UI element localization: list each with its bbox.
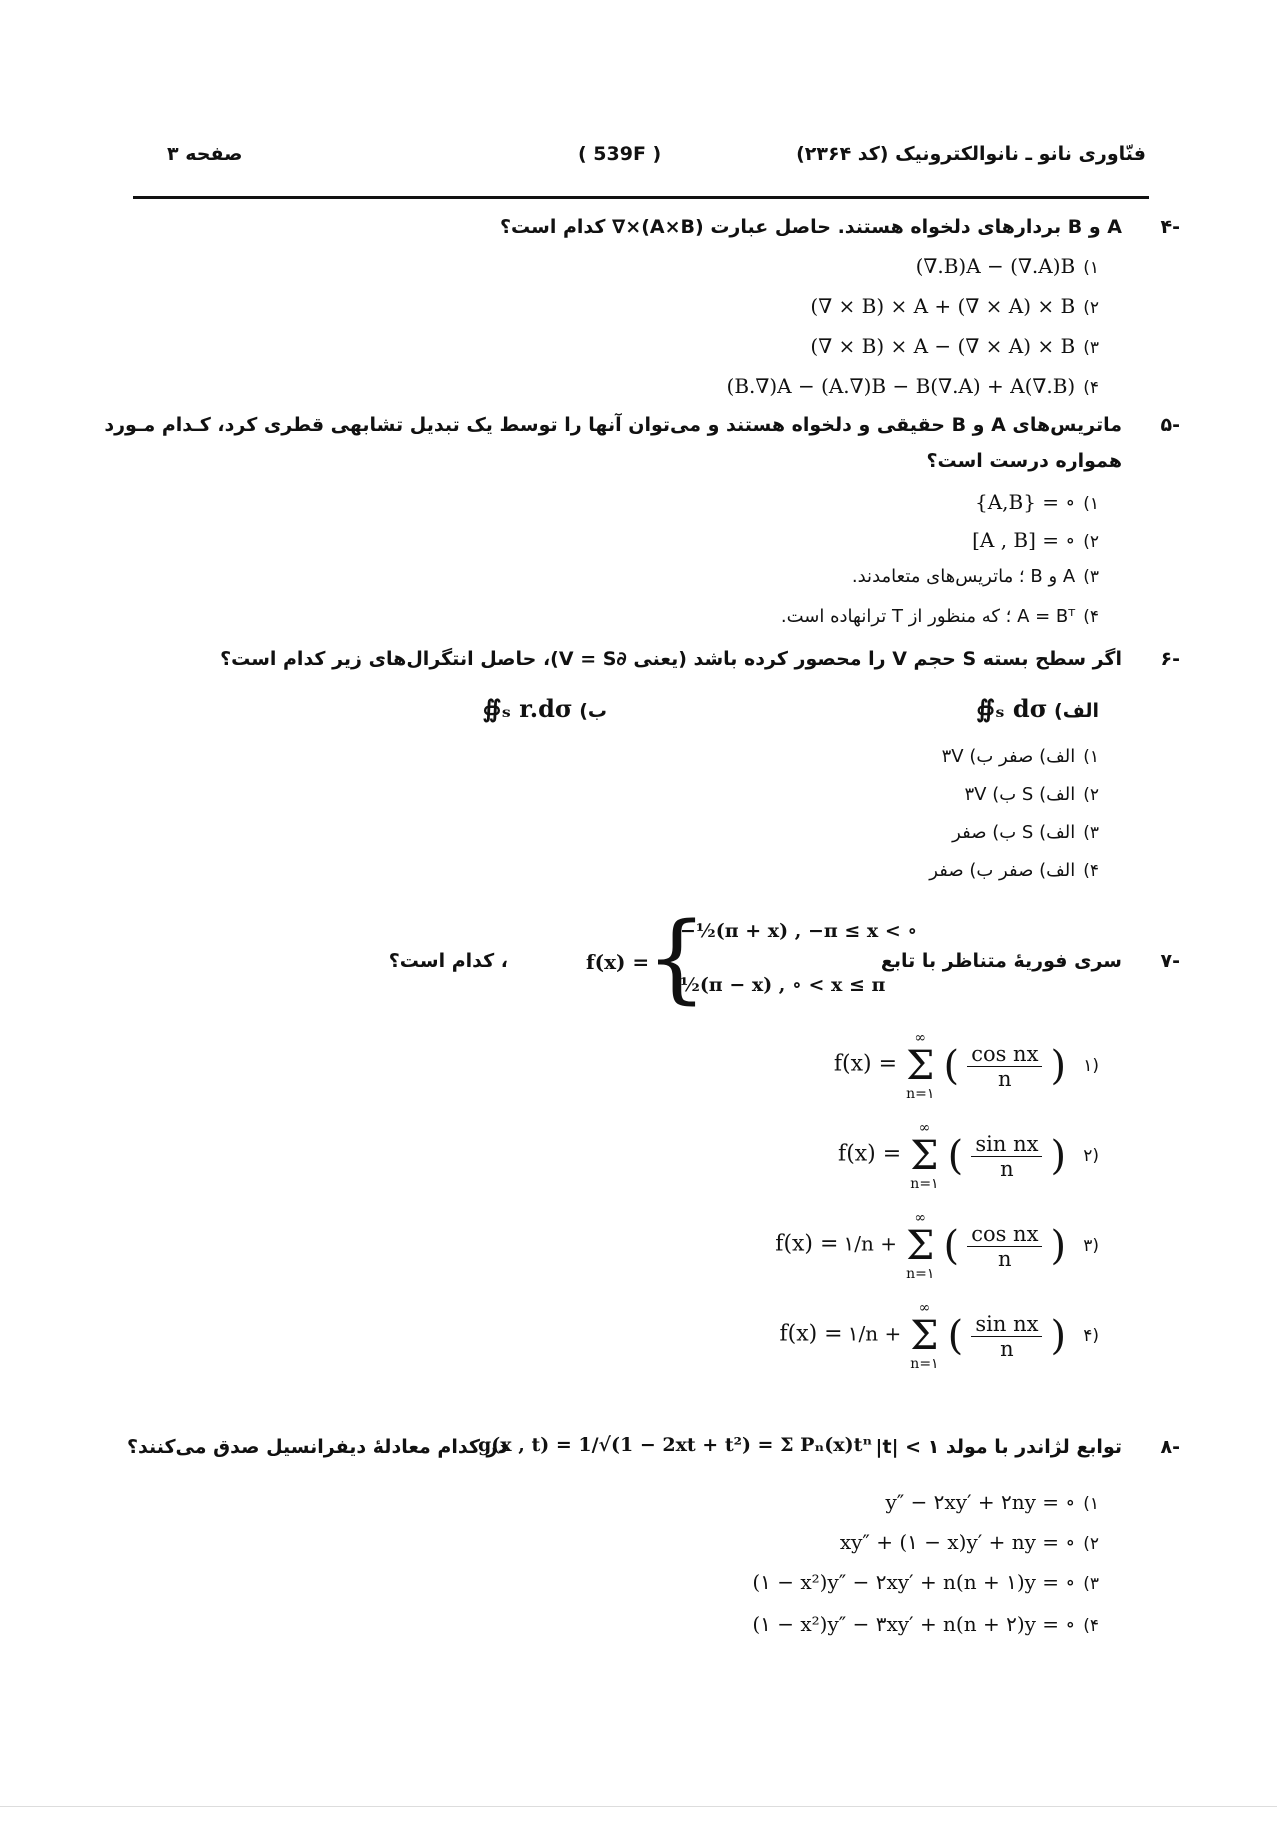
option-value: [A , B] = ∘ <box>972 528 1076 552</box>
option-value: y″ − ۲xy′ + ۲ny = ∘ <box>885 1490 1076 1514</box>
question-4-number: -۴ <box>1160 216 1180 238</box>
question-5-text-line2: همواره درست است؟ <box>926 450 1122 472</box>
part-a-label: الف) <box>1054 700 1099 722</box>
question-8-formula: g(x , t) = 1/√(1 − 2xt + t²) = Σ Pₙ(x)tⁿ <box>478 1434 873 1456</box>
option-lhs: f(x) = <box>838 1141 902 1167</box>
option-number: ۱) <box>1083 1055 1099 1076</box>
sum-block <box>906 1030 934 1102</box>
part-a-integral: ∯ₛ dσ <box>976 694 1048 723</box>
question-5-option-3 <box>852 566 1099 587</box>
option-number: ۲) <box>1083 1534 1099 1554</box>
option-lhs: f(x) = <box>833 1051 898 1077</box>
piecewise-case-1: −½(π + x) , −π ≤ x < ∘ <box>680 920 918 942</box>
question-5-option-4 <box>781 606 1099 627</box>
piecewise-case-2: ½(π − x) , ∘ < x ≤ π <box>680 974 886 996</box>
question-6-part-a <box>976 694 1099 723</box>
sum-block <box>910 1120 938 1192</box>
option-number: ۴) <box>1083 607 1099 627</box>
question-5-text-line1: ماتریس‌های A و B حقیقی و دلخواه هستند و می‌توان آنها را توسط یک تبدیل تشابهی قطری کرد، کـدام مـورد <box>104 414 1122 436</box>
sum-block <box>910 1300 938 1372</box>
question-8-text-a: توابع لژاندر با مولد ۱ > |t| <box>875 1436 1122 1458</box>
option-value: {A,B} = ∘ <box>974 490 1076 514</box>
fraction <box>971 1312 1042 1361</box>
question-8-option-2 <box>840 1530 1099 1554</box>
paren-left-icon: ( <box>943 1043 960 1089</box>
option-value: الف) صفر ب) صفر <box>929 860 1076 881</box>
denominator: n <box>998 1066 1012 1091</box>
paren-left-icon: ( <box>947 1133 964 1179</box>
question-6-option-4 <box>929 860 1099 881</box>
denominator: n <box>1000 1336 1014 1361</box>
option-value: الف) صفر ب) ۳V <box>941 746 1076 767</box>
option-number: ۱) <box>1083 1494 1099 1514</box>
option-number: ۱) <box>1083 494 1099 514</box>
question-4-option-4 <box>727 374 1099 398</box>
part-b-integral: ∯ₛ r.dσ <box>482 694 573 723</box>
sum-icon: Σ <box>910 1313 939 1359</box>
sum-upper: ∞ <box>914 1210 927 1226</box>
fraction <box>967 1042 1042 1091</box>
option-value: (∇.B)A − (∇.A)B <box>915 254 1076 278</box>
question-4-text: A و B بردارهای دلخواه هستند. حاصل عبارت (A×B)×∇ کدام است؟ <box>500 216 1122 238</box>
sum-lower: n=۱ <box>906 1266 935 1282</box>
option-number: ۴) <box>1083 1325 1099 1346</box>
question-8-option-4 <box>752 1612 1099 1636</box>
option-number: ۳) <box>1083 823 1099 843</box>
numerator: cos nx <box>967 1042 1042 1067</box>
sum-lower: n=۱ <box>906 1086 935 1102</box>
option-lhs: f(x) = <box>775 1231 839 1257</box>
option-value: xy″ + (۱ − x)y′ + ny = ∘ <box>839 1530 1076 1554</box>
piecewise-lhs: f(x) = <box>586 950 650 974</box>
question-6-option-3 <box>952 822 1099 843</box>
paren-right-icon: ) <box>1050 1313 1067 1359</box>
question-6-number: -۶ <box>1160 648 1180 670</box>
part-b-label: ب) <box>579 700 607 722</box>
option-number: ۲) <box>1083 532 1099 552</box>
option-value: (۱ − x²)y″ − ۳xy′ + n(n + ۲)y = ∘ <box>752 1612 1076 1636</box>
page-bottom-divider <box>0 1806 1277 1807</box>
option-value: الف) S ب) صفر <box>952 822 1076 843</box>
sum-icon: Σ <box>906 1223 935 1269</box>
question-7-text-a: سری فوریهٔ متناظر با تابع <box>880 950 1122 972</box>
option-number: ۱) <box>1083 747 1099 767</box>
header-rule <box>133 196 1149 199</box>
option-value: A و B ؛ ماتریس‌های متعامدند. <box>851 566 1076 587</box>
question-5-number: -۵ <box>1160 414 1180 436</box>
question-8-option-3 <box>752 1570 1099 1594</box>
paren-right-icon: ) <box>1050 1043 1067 1089</box>
option-number: ۲) <box>1083 1145 1099 1166</box>
option-value: (۱ − x²)y″ − ۲xy′ + n(n + ۱)y = ∘ <box>752 1570 1076 1594</box>
option-value: الف) S ب) ۳V <box>964 784 1076 805</box>
numerator: sin nx <box>971 1312 1042 1337</box>
brace-icon: { <box>646 902 708 1014</box>
question-7-option-2 <box>838 1120 1099 1192</box>
question-7-option-3 <box>775 1210 1099 1282</box>
question-7-option-4 <box>779 1300 1099 1372</box>
sum-upper: ∞ <box>918 1300 931 1316</box>
option-value: A = Bᵀ ؛ که منظور از T ترانهاده است. <box>780 606 1076 627</box>
header-title: فنّاوری نانو ـ نانوالکترونیک (کد ۲۳۶۴) <box>796 143 1146 165</box>
option-number: ۱) <box>1083 258 1099 278</box>
sum-icon: Σ <box>910 1133 939 1179</box>
option-number: ۲) <box>1083 785 1099 805</box>
question-6-option-1 <box>942 746 1099 767</box>
question-7-option-1 <box>834 1030 1099 1102</box>
header-page-number: صفحه ۳ <box>167 143 243 165</box>
paren-left-icon: ( <box>943 1223 960 1269</box>
option-number: ۴) <box>1083 378 1099 398</box>
question-8-option-1 <box>885 1490 1099 1514</box>
paren-right-icon: ) <box>1050 1223 1067 1269</box>
option-number: ۳) <box>1083 1574 1099 1594</box>
sum-lower: n=۱ <box>910 1176 939 1192</box>
option-value: (∇ × B) × A + (∇ × A) × B <box>810 294 1076 318</box>
question-5-option-1 <box>975 490 1099 514</box>
option-number: ۲) <box>1083 298 1099 318</box>
denominator: n <box>1000 1156 1014 1181</box>
sum-upper: ∞ <box>918 1120 931 1136</box>
question-4-option-2 <box>810 294 1099 318</box>
option-prefix: ۱/n + <box>847 1321 902 1346</box>
sum-upper: ∞ <box>914 1030 927 1046</box>
question-6-part-b <box>483 694 607 723</box>
option-value: (B.∇)A − (A.∇)B − B(∇.A) + A(∇.B) <box>726 374 1076 398</box>
header-code: ( 539F ) <box>578 143 662 165</box>
question-7-piecewise <box>388 902 918 1014</box>
option-lhs: f(x) = <box>779 1321 843 1347</box>
question-7-number: -۷ <box>1160 950 1180 972</box>
option-number: ۴) <box>1083 861 1099 881</box>
option-number: ۴) <box>1083 1616 1099 1636</box>
fraction <box>967 1222 1042 1271</box>
sum-icon: Σ <box>906 1043 935 1089</box>
option-number: ۳) <box>1083 338 1099 358</box>
numerator: cos nx <box>967 1222 1042 1247</box>
option-number: ۳) <box>1083 1235 1099 1256</box>
question-7-text-b: ، کدام است؟ <box>388 950 508 972</box>
fraction <box>971 1132 1042 1181</box>
sum-block <box>906 1210 934 1282</box>
numerator: sin nx <box>971 1132 1042 1157</box>
question-5-option-2 <box>972 528 1099 552</box>
question-4-option-1 <box>916 254 1099 278</box>
paren-right-icon: ) <box>1050 1133 1067 1179</box>
option-number: ۳) <box>1083 567 1099 587</box>
question-8-number: -۸ <box>1160 1436 1180 1458</box>
question-6-text: اگر سطح بسته S حجم V را محصور کرده باشد (یعنی ∂V = S)، حاصل انتگرال‌های زیر کدام است؟ <box>220 648 1122 670</box>
question-6-option-2 <box>965 784 1100 805</box>
denominator: n <box>998 1246 1012 1271</box>
option-value: (∇ × B) × A − (∇ × A) × B <box>810 334 1076 358</box>
question-4-option-3 <box>810 334 1099 358</box>
paren-left-icon: ( <box>947 1313 964 1359</box>
option-prefix: ۱/n + <box>843 1231 898 1256</box>
question-8-text-b: در کدام معادلهٔ دیفرانسیل صدق می‌کنند؟ <box>127 1436 508 1458</box>
sum-lower: n=۱ <box>910 1356 939 1372</box>
